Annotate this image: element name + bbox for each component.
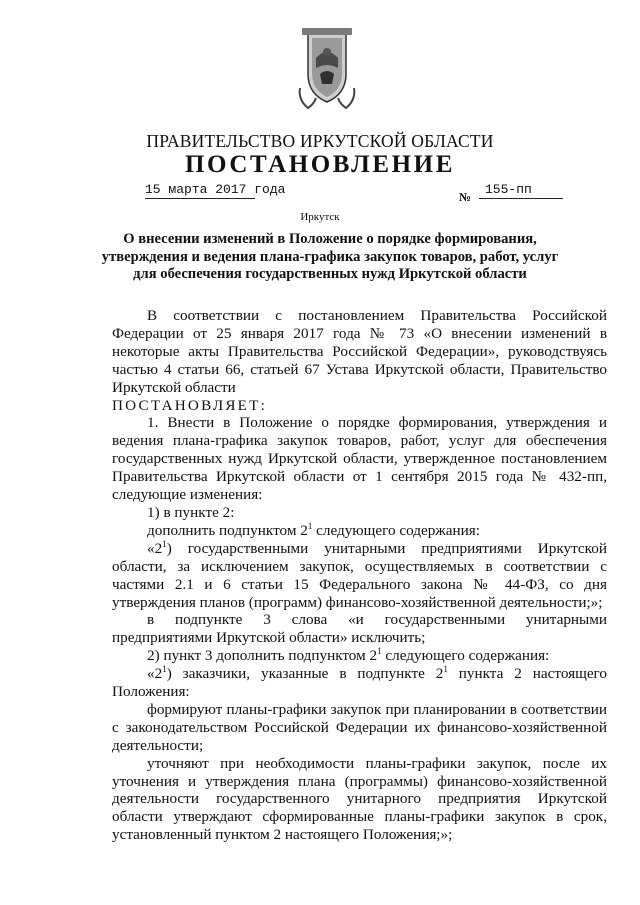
superscript: 1 bbox=[307, 520, 313, 531]
decree-word: ПОСТАНОВЛЯЕТ: bbox=[112, 396, 268, 414]
document-type-title: ПОСТАНОВЛЕНИЕ bbox=[184, 151, 456, 178]
quote-1-start: «2 bbox=[147, 539, 163, 557]
superscript: 1 bbox=[162, 664, 167, 675]
subitem-2-text-end: следующего содержания: bbox=[381, 647, 550, 665]
subitem-1b-paragraph: в подпункте 3 слова «и государственными унитарными предприятиями Иркутской области» исключить; bbox=[112, 611, 607, 647]
paragraph-form-schedules: формируют планы-графики закупок при планировании в соответствии с законодательством Российской Федерации их финансово-хозяйственной деятельности; bbox=[112, 700, 607, 754]
subitem-2-text: 2) пункт 3 дополнить подпунктом 2 bbox=[147, 647, 378, 665]
superscript: 1 bbox=[377, 646, 382, 657]
document-heading: О внесении изменений в Положение о порядке формирования, утверждения и ведения плана-графика закупок товаров, работ, услуг для обеспечения государственных нужд Иркутской области bbox=[101, 231, 559, 282]
subitem-1a-paragraph bbox=[112, 522, 607, 540]
irkutsk-coat-of-arms-icon bbox=[294, 28, 360, 112]
quote-2-start: «2 bbox=[147, 665, 163, 683]
preamble-paragraph: В соответствии с постановлением Правительства Российской Федерации от 25 января 2017 года № 73 «О внесении изменений в некоторые акты Правительства Российской Федерации», руководствуясь частью 4 статьи 66, статьей 67 Устава Иркутской области, Правительство Иркутской области bbox=[112, 307, 607, 396]
document-number: 155-пп bbox=[479, 182, 563, 199]
superscript: 1 bbox=[443, 664, 448, 675]
city-name: Иркутск bbox=[300, 211, 340, 223]
subitem-1-paragraph: 1) в пункте 2: bbox=[147, 503, 235, 521]
item-1-paragraph: 1. Внести в Положение о порядке формирования, утверждения и ведения плана-графика закупок товаров, работ, услуг для обеспечения государственных нужд Иркутской области, утвержденное постановлением Правительства Иркутской области от 1 сентября 2015 года № 432-пп, следующие изменения: bbox=[112, 414, 607, 504]
quote-2-end: пункта 2 настоящего Положения: bbox=[112, 665, 607, 701]
superscript: 1 bbox=[162, 538, 167, 549]
paragraph-refine-schedules: уточняют при необходимости планы-графики закупок, после их уточнения и утверждения плана (программы) финансово-хозяйственной деятельности государственного унитарного предприятия Иркутской области утверждают сформированные планы-графики закупок в срок, установленный пунктом 2 настоящего Положения;»; bbox=[112, 754, 607, 844]
subitem-1a-text-end: следующего содержания: bbox=[312, 521, 480, 539]
subitem-1a-text: дополнить подпунктом 2 bbox=[147, 521, 308, 539]
government-title: ПРАВИТЕЛЬСТВО ИРКУТСКОЙ ОБЛАСТИ bbox=[146, 131, 494, 151]
number-sign: № bbox=[459, 190, 472, 204]
quote-1-text: ) государственными унитарными предприятиями Иркутской области, за исключением закупок, осуществляемых в соответствии с частями 2.1 и 6 статьи 15 Федерального закона № 44-ФЗ, со дня утверждения планов (программ) финансово-хозяйственной деятельности;»; bbox=[112, 539, 607, 611]
document-body bbox=[112, 307, 607, 844]
quote-1-paragraph bbox=[112, 540, 607, 612]
quote-2-middle: ) заказчики, указанные в подпункте 2 bbox=[166, 665, 444, 683]
subitem-2-paragraph bbox=[112, 647, 607, 665]
document-date: 15 марта 2017 года bbox=[145, 182, 286, 197]
quote-2-paragraph bbox=[112, 665, 607, 701]
